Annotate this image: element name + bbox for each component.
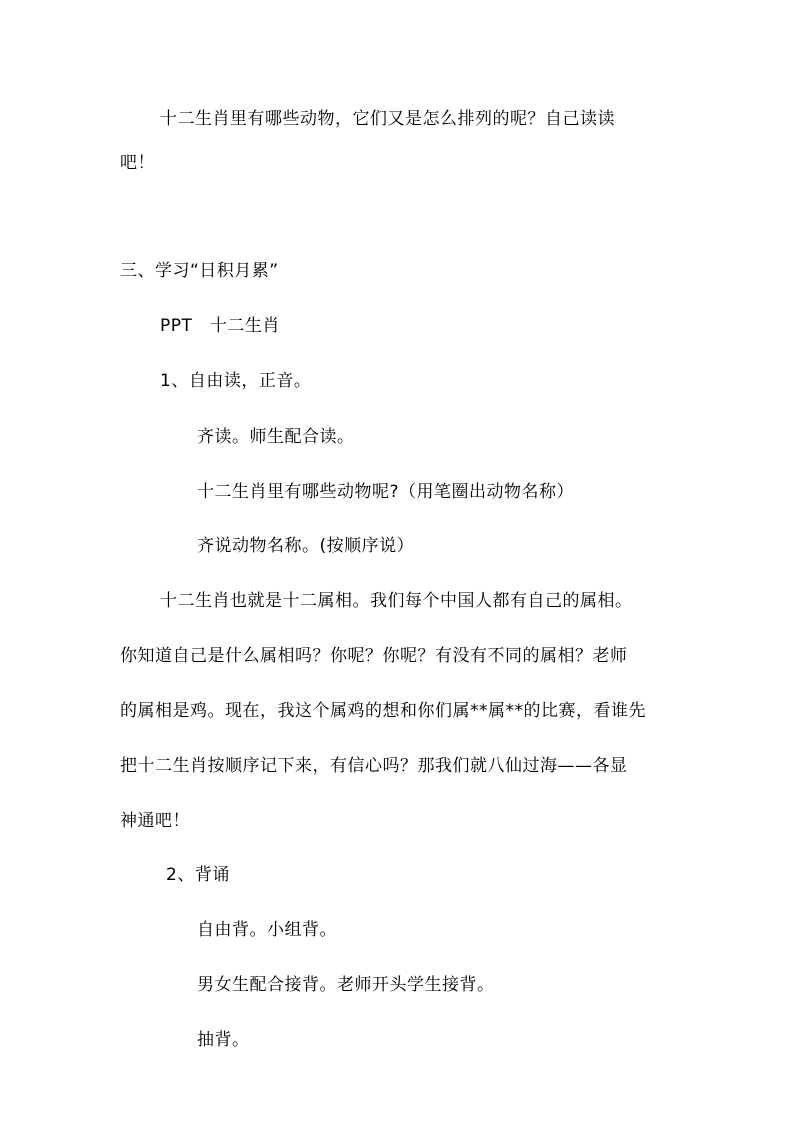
paragraph-2-line-3: 的属相是鸡。现在，我这个属鸡的想和你们属**属**的比赛，看谁先 [120, 701, 646, 721]
ppt-label: PPT 十二生肖 [160, 316, 280, 336]
step-2-title: 2、背诵 [166, 865, 230, 885]
paragraph-2-line-2: 你知道自己是什么属相吗？你呢？你呢？有没有不同的属相？老师 [120, 646, 628, 666]
step-2-item-1: 自由背。小组背。 [197, 920, 337, 940]
paragraph-2-line-4: 把十二生肖按顺序记下来，有信心吗？那我们就八仙过海——各显 [120, 756, 628, 776]
step-1-item-2: 十二生肖里有哪些动物呢?（用笔圈出动物名称） [197, 482, 575, 502]
step-1-item-3: 齐说动物名称。(按顺序说） [197, 536, 415, 556]
section-heading: 三、学习“日积月累” [120, 261, 279, 281]
paragraph-1-line-2: 吧！ [120, 153, 155, 173]
step-1-title: 1、自由读，正音。 [160, 371, 312, 391]
paragraph-2-line-5: 神通吧！ [120, 811, 190, 831]
step-2-item-2: 男女生配合接背。老师开头学生接背。 [197, 975, 495, 995]
step-1-item-1: 齐读。师生配合读。 [197, 427, 355, 447]
step-2-item-3: 抽背。 [197, 1030, 250, 1050]
paragraph-2-line-1: 十二生肖也就是十二属相。我们每个中国人都有自己的属相。 [160, 591, 633, 611]
paragraph-1-line-1: 十二生肖里有哪些动物，它们又是怎么排列的呢？自己读读 [160, 109, 615, 129]
